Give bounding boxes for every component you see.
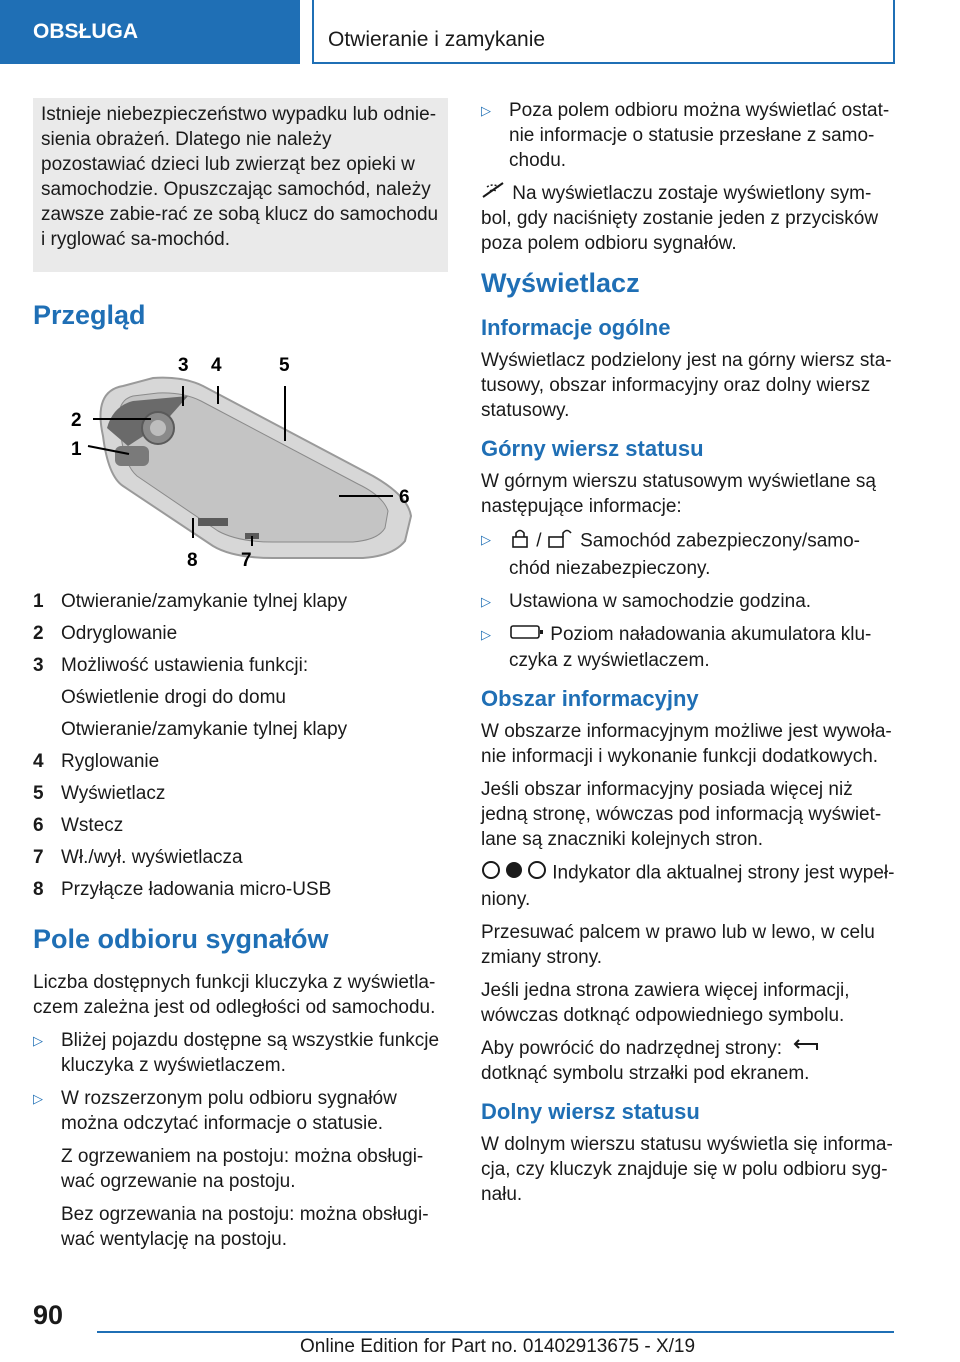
legend-item [33, 842, 448, 874]
range-bullet [33, 1028, 448, 1078]
back-arrow-icon [787, 1036, 827, 1061]
display-heading: Wyświetlacz [481, 268, 640, 299]
triangle-bullet-icon: ▷ [481, 532, 491, 548]
top-status-bullet [481, 527, 896, 581]
legend-text: Odryglowanie [61, 623, 178, 644]
back-instruction-a: Aby powrócić do nadrzędnej strony: [481, 1037, 782, 1059]
info-text [481, 860, 896, 912]
legend-num: 6 [33, 815, 44, 836]
top-status-heading: Górny wiersz statusu [481, 436, 704, 462]
legend-num: 5 [33, 783, 44, 804]
overview-heading: Przegląd [33, 300, 146, 330]
bullet-text: Ustawiona w samochodzie godzina. [509, 591, 812, 613]
symbol-note-text: Na wyświetlaczu zostaje wyświetlony sym-bol, gdy naciśnięty zostanie jeden z przycisków poza polem odbioru sygnałów. [481, 183, 879, 255]
legend-num [33, 682, 61, 714]
fig-label-2: 2 [71, 410, 82, 431]
legend-text: Ryglowanie [61, 751, 160, 772]
legend-num: 8 [33, 879, 44, 900]
lock-separator: / [536, 531, 542, 552]
legend-text: Przyłącze ładowania micro-USB [61, 879, 332, 900]
triangle-bullet-icon: ▷ [481, 594, 491, 610]
legend-item [33, 682, 448, 714]
info-area-heading: Obszar informacyjny [481, 685, 699, 711]
triangle-bullet-icon: ▷ [481, 627, 491, 643]
edition-text: Online Edition for Part no. 01402913675 - X/19 [300, 1336, 696, 1357]
info-text: Przesuwać palcem w prawo lub w lewo, w celu zmiany strony. [481, 921, 875, 968]
back-instruction-b: dotknąć symbolu strzałki pod ekranem. [481, 1063, 810, 1085]
legend-item [33, 874, 448, 906]
legend-item [33, 618, 448, 650]
fig-label-1: 1 [71, 439, 82, 460]
warning-text: Istnieje niebezpieczeństwo wypadku lub odnie-sienia obrażeń. Dlatego nie należy pozostawiać dzieci lub zwierząt bez opieki w samochodzie. Opuszczając samochód, należy zawsze zabie-rać ze sobą klucz do samochodu i ryglować sa-mochód. [41, 104, 439, 250]
range-sub-text: Z ogrzewaniem na postoju: można obsługi-wać ogrzewanie na postoju. [61, 1146, 424, 1192]
page-indicator-text: Indykator dla aktualnej strony jest wypeł-niony. [481, 862, 895, 910]
range-heading: Pole odbioru sygnałów [33, 924, 329, 954]
top-status-bullet [481, 622, 896, 672]
legend-item [33, 746, 448, 778]
page-indicator-icon [481, 860, 547, 887]
symbol-note [481, 181, 896, 256]
bullet-text: W rozszerzonym polu odbioru sygnałów można odczytać informacje o statusie. [61, 1088, 397, 1134]
no-signal-icon [481, 181, 507, 206]
left-column [33, 98, 448, 1260]
triangle-bullet-icon: ▷ [481, 103, 491, 118]
legend-text: Otwieranie/zamykanie tylnej klapy [61, 719, 348, 740]
legend-item [33, 714, 448, 746]
range-bullet [481, 98, 896, 173]
fig-label-8: 8 [187, 550, 198, 571]
legend-item [33, 778, 448, 810]
legend-num [33, 714, 61, 746]
legend-text: Oświetlenie drogi do domu [61, 687, 286, 708]
footer-divider [97, 1331, 894, 1333]
bullet-text: Poziom naładowania akumulatora klu-czyka z wyświetlaczem. [509, 624, 872, 671]
page-number: 90 [33, 1300, 64, 1330]
range-sub-text: Bez ogrzewania na postoju: można obsługi-wać wentylację na postoju. [61, 1204, 429, 1250]
fig-label-3: 3 [178, 355, 189, 376]
legend-item [33, 586, 448, 618]
top-status-bullet [481, 589, 896, 614]
lock-open-icon [547, 527, 575, 556]
legend-item [33, 810, 448, 842]
general-heading: Informacje ogólne [481, 315, 671, 341]
triangle-bullet-icon: ▷ [33, 1091, 43, 1106]
range-bullet [33, 1086, 448, 1136]
legend-num: 1 [33, 591, 44, 612]
legend-list [33, 586, 448, 906]
legend-text: Wyświetlacz [61, 783, 166, 804]
bullet-text: Poza polem odbioru można wyświetlać ostat-nie informacje o statusie przesłane z samo-chodu. [509, 100, 890, 171]
info-text [481, 1036, 896, 1086]
fig-label-4: 4 [211, 355, 222, 376]
section-tab: OBSŁUGA [0, 0, 300, 64]
legend-text: Otwieranie/zamykanie tylnej klapy [61, 591, 348, 612]
general-text: Wyświetlacz podzielony jest na górny wiersz sta-tusowy, obszar informacyjny oraz dolny wiersz statusowy. [481, 350, 892, 422]
legend-num: 2 [33, 623, 44, 644]
legend-text: Możliwość ustawienia funkcji: [61, 655, 309, 676]
bottom-status-heading: Dolny wiersz statusu [481, 1099, 700, 1125]
bullet-text: Samochód zabezpieczony/samo-chód niezabezpieczony. [509, 531, 860, 580]
info-text: W obszarze informacyjnym możliwe jest wywoła-nie informacji i wykonanie funkcji dodatkowych. [481, 720, 892, 767]
legend-text: Wstecz [61, 815, 124, 836]
fig-label-7: 7 [241, 550, 252, 571]
bullet-text: Bliżej pojazdu dostępne są wszystkie funkcje kluczyka z wyświetlaczem. [61, 1030, 440, 1076]
legend-num: 7 [33, 847, 44, 868]
info-text: Jeśli obszar informacyjny posiada więcej niż jedną stronę, wówczas pod informacją wyświet-lane są znaczniki kolejnych stron. [481, 778, 882, 850]
fig-label-6: 6 [399, 487, 410, 508]
legend-num: 3 [33, 655, 44, 676]
legend-text: Wł./wył. wyświetlacza [61, 847, 243, 868]
fig-label-5: 5 [279, 355, 290, 376]
chapter-title: Otwieranie i zamykanie [312, 0, 895, 64]
legend-item [33, 650, 448, 682]
right-column [481, 98, 896, 1215]
bottom-status-text: W dolnym wierszu statusu wyświetla się informa-cja, czy kluczyk znajduje się w polu odbioru syg-nału. [481, 1134, 893, 1206]
range-intro: Liczba dostępnych funkcji kluczyka z wyświetla-czem zależna jest od odległości od samochodu. [33, 972, 436, 1018]
legend-num: 4 [33, 751, 44, 772]
top-status-intro: W górnym wierszu statusowym wyświetlane są następujące informacje: [481, 471, 876, 518]
warning-box [33, 98, 448, 272]
triangle-bullet-icon: ▷ [33, 1033, 43, 1048]
key-illustration [33, 346, 448, 576]
battery-icon [509, 623, 545, 648]
info-text: Jeśli jedna strona zawiera więcej informacji, wówczas dotknąć odpowiedniego symbolu. [481, 979, 850, 1026]
lock-closed-icon [509, 527, 531, 556]
